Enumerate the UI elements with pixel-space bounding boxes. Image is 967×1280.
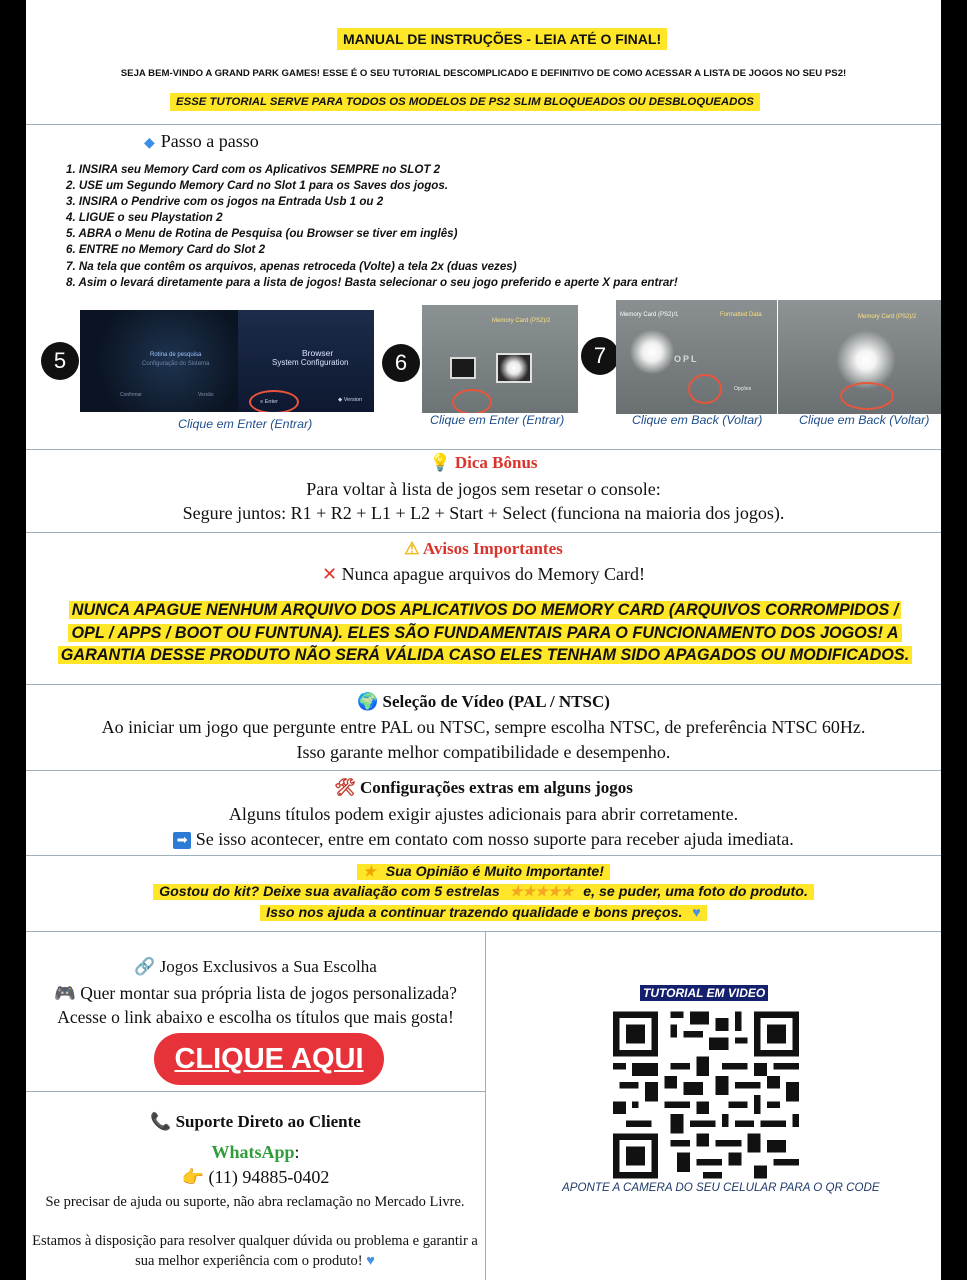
qr-code[interactable] — [613, 1011, 799, 1179]
opinion-line-2 — [153, 884, 814, 900]
opinion-line-1 — [357, 864, 610, 880]
extras-line-1: Alguns títulos podem exigir ajustes adicionais para abrir corretamente. — [228, 804, 739, 824]
phone-number[interactable]: (11) 94885-0402 — [208, 1167, 330, 1187]
mc-selected-icon — [496, 353, 532, 383]
opinion-line-2a: Gostou do kit? Deixe sua avaliação com 5 estrelas — [156, 884, 503, 900]
bonus-line-2: Segure juntos: R1 + R2 + L1 + L2 + Start + Select (funciona na maioria dos jogos). — [182, 503, 785, 523]
cross-icon: ✕ — [321, 564, 338, 585]
bonus-title-text: Dica Bônus — [454, 453, 538, 472]
version-label-text: Version — [343, 397, 363, 403]
mc-title-2: Memory Card (PS2)/2 — [858, 314, 917, 320]
warning-banner-line: NUNCA APAGUE NENHUM ARQUIVO DOS APLICATIVOS DO MEMORY CARD (ARQUIVOS CORROMPIDOS / — [69, 601, 902, 619]
support-title-text: Suporte Direto ao Cliente — [175, 1112, 361, 1131]
version-pt-label: Versão — [198, 392, 214, 398]
subtitle-banner: ESSE TUTORIAL SERVE PARA TODOS OS MODELOS DE PS2 SLIM BLOQUEADOS OU DESBLOQUEADOS — [170, 93, 760, 111]
page-title: MANUAL DE INSTRUÇÕES - LEIA ATÉ O FINAL! — [337, 28, 667, 50]
menu-pt-title: Rotina de pesquisa — [150, 352, 202, 358]
video-title — [26, 692, 941, 712]
system-config-label: System Configuration — [272, 358, 349, 367]
enter-label-text: Enter — [264, 399, 278, 405]
caption-back-2: Clique em Back (Voltar) — [799, 413, 930, 427]
step-item: 5. ABRA o Menu de Rotina de Pesquisa (ou Browser se tiver em inglês) — [66, 227, 458, 241]
step-item: 8. Asim o levará diretamente para a lista de jogos! Basta selecionar o seu jogo preferido e aperte X para entrar! — [66, 275, 678, 289]
screenshot-ps2-menu — [80, 310, 374, 412]
formatted-data-label: Formatted Data — [720, 312, 762, 318]
video-title-text: Seleção de Vídeo (PAL / NTSC) — [382, 692, 610, 711]
screenshot-back-2 — [778, 300, 941, 414]
warning-icon: ⚠ — [404, 539, 420, 558]
warning-banner-line: GARANTIA DESSE PRODUTO NÃO SERÁ VÁLIDA CASO ELES TENHAM SIDO APAGADOS OU MODIFICADOS. — [58, 646, 912, 664]
caption-enter-2: Clique em Enter (Entrar) — [430, 413, 565, 427]
welcome-text: SEJA BEM-VINDO A GRAND PARK GAMES! ESSE É O SEU TUTORIAL DESCOMPLICADO E DEFINITIVO DE COMO ACESSAR A LISTA DE JOGOS NO SEU PS2! — [120, 68, 847, 79]
step-item: 4. LIGUE o seu Playstation 2 — [66, 211, 223, 225]
video-line-1: Ao iniciar um jogo que pergunte entre PAL ou NTSC, sempre escolha NTSC, de preferência NTSC 60Hz. — [101, 717, 866, 737]
qr-caption: APONTE A CAMERA DO SEU CELULAR PARA O QR CODE — [562, 1181, 880, 1194]
highlight-circle — [452, 389, 492, 413]
extras-title — [26, 778, 941, 798]
opinion-line-1-text: Sua Opinião é Muito Importante! — [383, 864, 607, 880]
browser-label: Browser — [302, 348, 334, 358]
highlight-circle — [840, 382, 894, 410]
opinion-banner — [26, 862, 941, 923]
click-here-button[interactable]: CLIQUE AQUI — [154, 1033, 384, 1085]
whatsapp-line: WhatsApp: — [211, 1142, 300, 1162]
warnings-title-text: Avisos Importantes — [422, 539, 563, 558]
divider — [26, 1091, 485, 1092]
divider — [26, 449, 941, 450]
bonus-line-1: Para voltar à lista de jogos sem resetar o console: — [306, 479, 661, 499]
divider — [26, 124, 941, 125]
phone-line — [26, 1167, 485, 1188]
opinion-line-3-text: Isso nos ajuda a continuar trazendo qualidade e bons preços. — [263, 905, 685, 921]
warnings-title — [26, 539, 941, 559]
steps-list — [66, 162, 678, 291]
extras-title-text: Configurações extras em alguns jogos — [359, 778, 633, 797]
step-item: 2. USE um Segundo Memory Card no Slot 1 para os Saves dos jogos. — [66, 179, 449, 193]
warning-banner-line: OPL / APPS / BOOT OU FUNTUNA). ELES SÃO FUNDAMENTAIS PARA O FUNCIONAMENTO DOS JOGOS! A — [68, 624, 901, 642]
mc-title: Memory Card (PS2)/2 — [492, 318, 551, 324]
glow-icon — [630, 330, 674, 374]
support-note-2-text: Estamos à disposição para resolver qualquer dúvida ou problema e garantir a sua melhor experiência com o produto! — [32, 1233, 478, 1269]
diamond-icon: ◆ — [144, 136, 155, 151]
extras-line-2 — [26, 829, 941, 850]
games-line-1-text: Quer montar sua própria lista de jogos personalizada? — [80, 983, 457, 1003]
divider — [26, 770, 941, 771]
step-badge-6: 6 — [382, 344, 420, 382]
link-icon: 🔗 — [134, 957, 156, 976]
column-divider — [485, 931, 486, 1280]
heart-icon: ♥ — [366, 1253, 375, 1269]
support-note-2 — [32, 1231, 478, 1271]
gamepad-icon: 🎮 — [54, 983, 76, 1003]
mc-title-1: Memory Card (PS2)/1 — [620, 312, 679, 318]
star-icon: ★ — [360, 864, 379, 880]
games-line-2: Acesse o link abaixo e escolha os títulos que mais gosta! — [57, 1007, 454, 1027]
opl-label: OPL — [674, 354, 699, 364]
divider — [26, 855, 941, 856]
globe-icon: 🌍 — [357, 692, 379, 711]
version-label: ◆ Version — [338, 397, 363, 403]
warning-banner — [38, 599, 932, 667]
glow-icon — [836, 330, 896, 390]
tools-icon: 🛠 — [334, 778, 356, 797]
whatsapp-label: WhatsApp — [211, 1142, 295, 1162]
games-line-1 — [26, 983, 485, 1004]
screenshot-back-1 — [616, 300, 777, 414]
caption-enter-1: Clique em Enter (Entrar) — [178, 417, 313, 431]
menu-pt-sub: Configuração do Sistema — [142, 361, 210, 367]
phone-icon: 📞 — [150, 1112, 172, 1131]
support-note-1: Se precisar de ajuda ou suporte, não abra reclamação no Mercado Livre. — [45, 1194, 465, 1210]
screenshot-memory-card — [422, 305, 578, 413]
enter-label: ≡ Enter — [260, 399, 278, 405]
opinion-line-3 — [260, 905, 707, 921]
step-item: 7. Na tela que contêm os arquivos, apenas retroceda (Volte) a tela 2x (duas vezes) — [66, 259, 517, 273]
steps-heading — [144, 131, 259, 152]
divider — [26, 684, 941, 685]
arrow-right-icon: ➡ — [173, 832, 191, 849]
step-item: 6. ENTRE no Memory Card do Slot 2 — [66, 243, 266, 257]
highlight-circle — [688, 374, 722, 404]
step-badge-7: 7 — [581, 337, 619, 375]
lightbulb-icon: 💡 — [429, 453, 451, 472]
video-line-2: Isso garante melhor compatibilidade e desempenho. — [296, 742, 671, 762]
options-label: Opções — [734, 386, 752, 392]
video-tutorial-label: TUTORIAL EM VIDEO — [640, 985, 768, 1001]
caption-back-1: Clique em Back (Voltar) — [632, 413, 763, 427]
highlight-circle — [249, 390, 299, 412]
warnings-line-text: Nunca apague arquivos do Memory Card! — [341, 564, 645, 584]
games-title — [26, 957, 485, 977]
manual-page — [26, 0, 941, 1280]
mc-folder-icon — [450, 357, 476, 379]
heart-icon: ♥ — [689, 905, 703, 921]
games-title-text: Jogos Exclusivos a Sua Escolha — [159, 957, 377, 976]
star-rating: ★★★★★ — [507, 884, 577, 900]
step-item: 3. INSIRA o Pendrive com os jogos na Entrada Usb 1 ou 2 — [66, 195, 384, 209]
step-item: 1. INSIRA seu Memory Card com os Aplicativos SEMPRE no SLOT 2 — [66, 163, 441, 176]
step-badge-5: 5 — [41, 342, 79, 380]
steps-heading-text: Passo a passo — [160, 131, 259, 151]
opinion-line-2b: e, se puder, uma foto do produto. — [580, 884, 811, 900]
confirm-label: Confirmar — [120, 392, 142, 398]
warnings-line — [26, 564, 941, 585]
bonus-title — [26, 453, 941, 473]
divider — [26, 532, 941, 533]
pointing-hand-icon: 👉 — [181, 1167, 205, 1187]
divider — [26, 931, 941, 932]
support-title — [26, 1112, 485, 1132]
extras-line-2-text: Se isso acontecer, entre em contato com nosso suporte para receber ajuda imediata. — [195, 829, 794, 849]
